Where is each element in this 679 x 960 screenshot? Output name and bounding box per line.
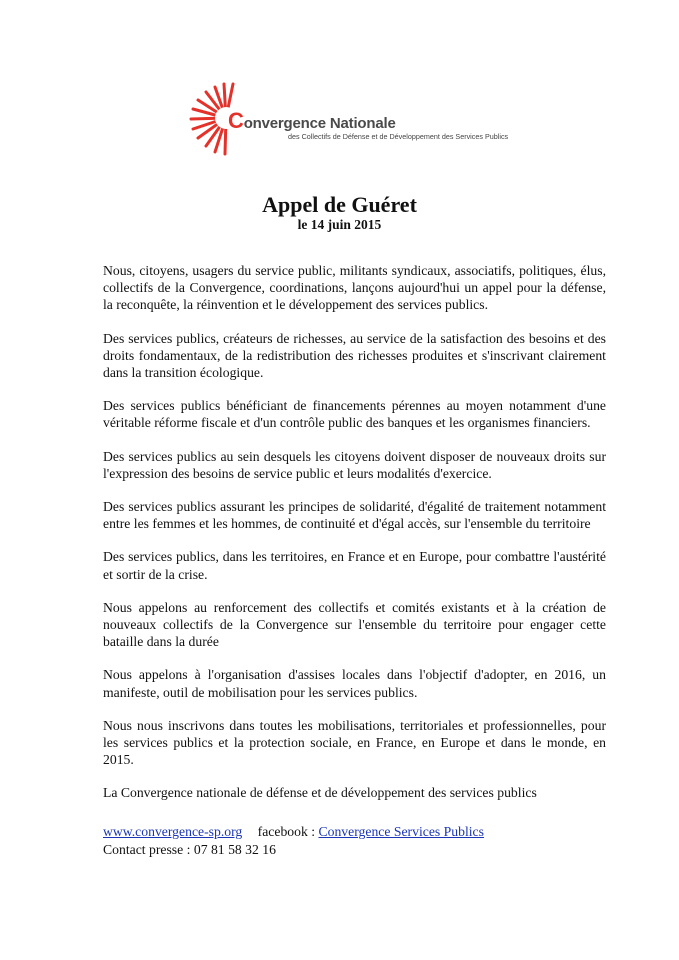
document-date: le 14 juin 2015 [297,217,382,232]
facebook-label: facebook : [257,824,316,839]
paragraph: Des services publics assurant les principes de solidarité, d'égalité de traitement notamment entre les femmes et les hommes, de continuité et d'égal accès, sur l'ensemble du territoire [103,499,606,532]
website-link[interactable]: www.convergence-sp.org [103,824,243,839]
facebook-link[interactable]: Convergence Services Publics [318,824,484,839]
paragraph: Des services publics bénéficiant de financements pérennes au moyen notamment d'une véritable réforme fiscale et d'un contrôle public des banques et les organismes financiers. [103,398,606,431]
paragraph: Des services publics, dans les territoires, en France et en Europe, pour combattre l'austérité et sortir de la crise. [103,549,606,582]
paragraph: Des services publics, créateurs de richesses, au service de la satisfaction des besoins et des droits fondamentaux, de la redistribution des richesses produites et s'inscrivant clairement dans la transition écologique. [103,330,606,381]
signature-paragraph: La Convergence nationale de défense et de développement des services publics [103,785,537,801]
paragraph: Nous appelons à l'organisation d'assises locales dans l'objectif d'adopter, en 2016, un manifeste, outil de mobilisation pour les services publics. [103,667,606,700]
document-title: Appel de Guéret [262,192,417,217]
press-contact: Contact presse : 07 81 58 32 16 [103,842,276,857]
logo-name [228,108,396,134]
logo-name-rest: onvergence Nationale [243,115,396,132]
paragraph: Nous appelons au renforcement des collectifs et comités existants et à la création de nouveaux collectifs de la Convergence sur l'ensemble du territoire pour engager cette bataille dans la durée [103,599,606,650]
convergence-logo [188,78,518,158]
paragraph: Des services publics au sein desquels les citoyens doivent disposer de nouveaux droits sur l'expression des besoins de service public et leurs modalités d'exercice. [103,448,606,481]
logo-subtitle: des Collectifs de Défense et de Développement des Services Publics [288,132,509,141]
logo-initial: C [228,108,244,133]
paragraph: Nous, citoyens, usagers du service public, militants syndicaux, associatifs, politiques, élus, collectifs de la Convergence, coordinations, lançons aujourd'hui un appel pour la défense, la reconquête, la réinvention et le développement des services publics. [103,263,606,313]
document-body [103,262,606,818]
paragraph: Nous nous inscrivons dans toutes les mobilisations, territoriales et professionnelles, pour les services publics et la protection sociale, en France, en Europe et dans le monde, en 2015. [103,717,606,768]
links-line [103,823,606,841]
contact-footer [103,823,606,859]
